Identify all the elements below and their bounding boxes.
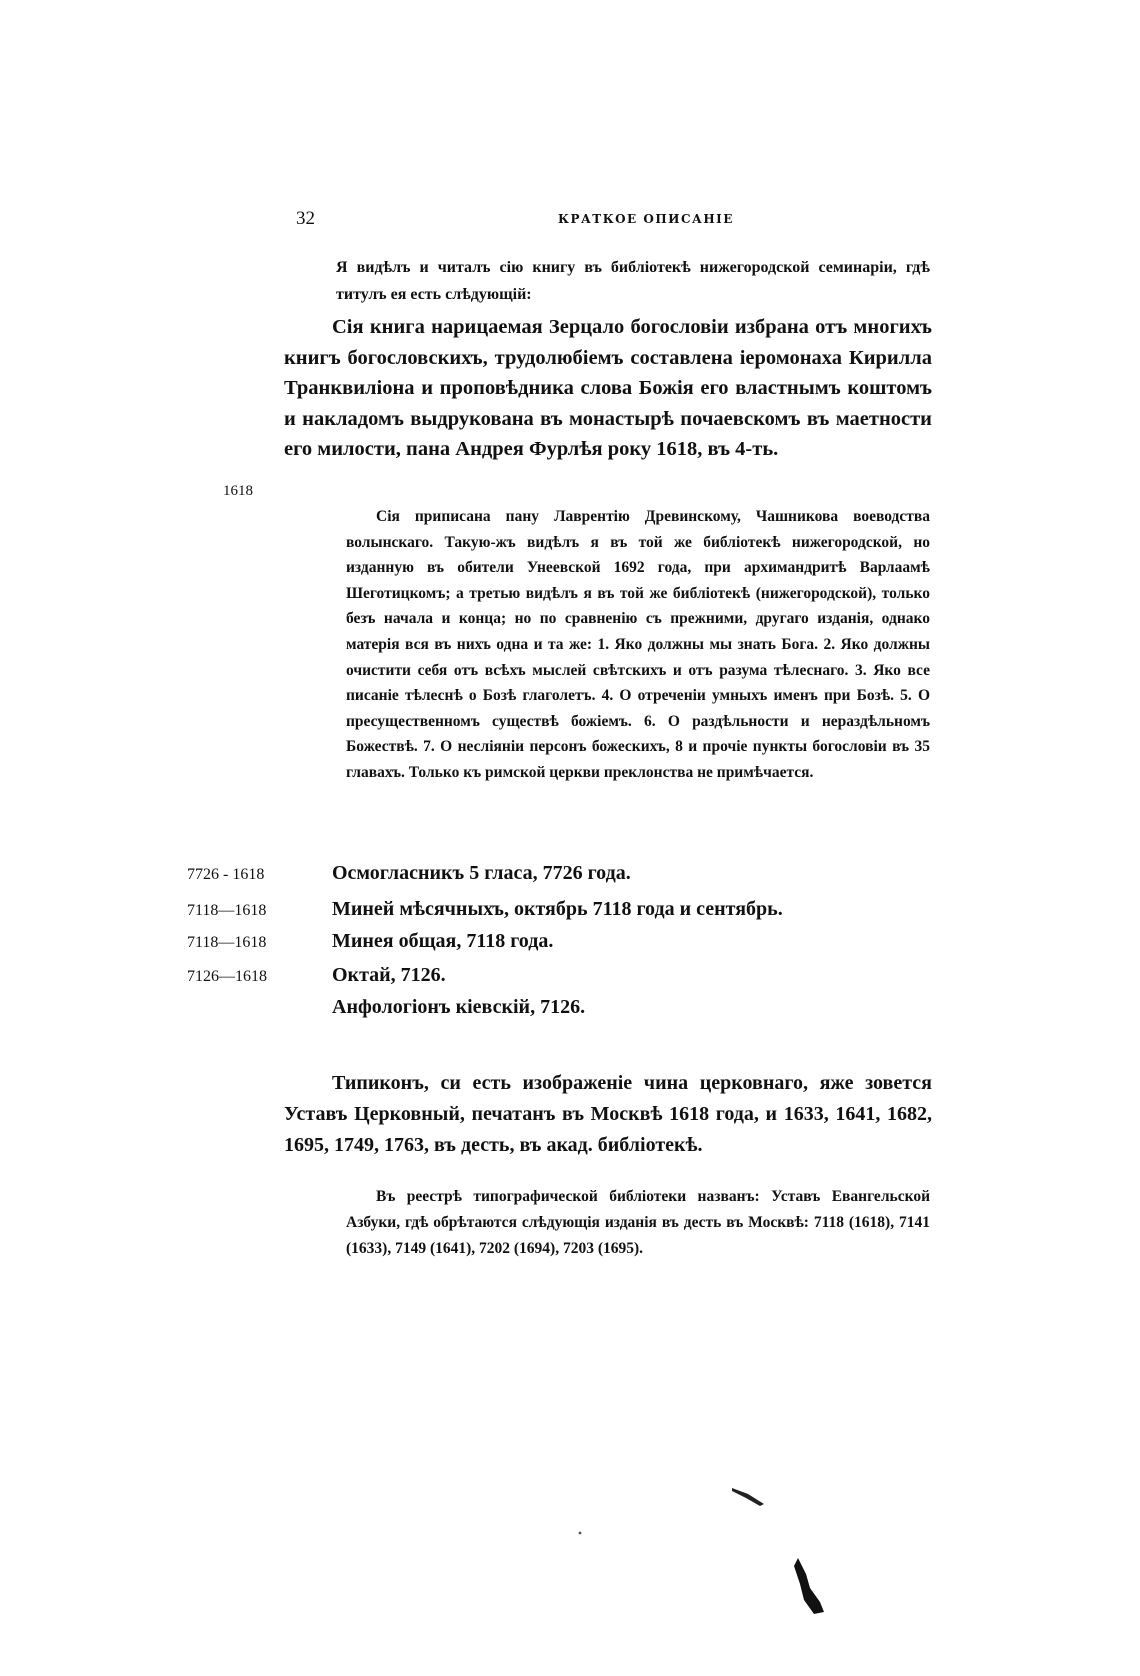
entry-years: 7118—1618: [187, 934, 267, 951]
scan-mark: [576, 1528, 584, 1538]
footnote-paragraph-2: Въ реестрѣ типографической библіотеки названъ: Уставъ Евангельской Азбуки, гдѣ обрѣтаются слѣдующія изданія въ десть въ Москвѣ: 7118 (1618), 7141 (1633), 7149 (1641), 7202 (1694), 7203 (1695).: [346, 1188, 930, 1257]
page-header: [296, 208, 936, 238]
scan-mark: [790, 1556, 830, 1616]
entry-text: Минея общая, 7118 года.: [332, 930, 554, 952]
page-number: 32: [296, 208, 315, 229]
scan-mark: [730, 1480, 770, 1510]
entry-text: Октай, 7126.: [332, 964, 446, 986]
entry-text: Миней мѣсячныхъ, октябрь 7118 года и сентябрь.: [332, 898, 783, 920]
margin-year: 1618: [223, 483, 253, 499]
intro-paragraph: Я видѣлъ и читалъ сію книгу въ библіотекѣ нижегородской семинаріи, гдѣ титулъ ея есть слѣдующій:: [336, 259, 930, 303]
entry-text: Анфологіонъ кіевскій, 7126.: [332, 996, 586, 1018]
entry-text: Осмогласникъ 5 гласа, 7726 года.: [332, 862, 631, 884]
running-title: КРАТКОЕ ОПИСАНІЕ: [558, 212, 734, 226]
entry-years: 7118—1618: [187, 902, 267, 919]
entry-years: 7126—1618: [187, 968, 267, 985]
tipikon-paragraph: Типиконъ, си есть изображеніе чина церковнаго, яже зовется Уставъ Церковный, печатанъ въ Москвѣ 1618 года, и 1633, 1641, 1682, 1695, 1749, 1763, въ десть, въ акад. библіотекѣ.: [284, 1072, 932, 1156]
footnote-paragraph: Сія приписана пану Лаврентію Древинскому, Чашникова воеводства волынскаго. Такую-жъ видѣлъ я въ той же библіотекѣ нижегородской, но изданную въ обители Унеевской 1692 года, при архимандритѣ Варлаамѣ Шеготицкомъ; а третью видѣлъ я въ той же библіотекѣ (нижегородской), только безъ начала и конца; но по сравненію съ прежними, другаго изданія, однако матерія вся въ нихъ одна и та же: 1. Яко должны мы знать Бога. 2. Яко должны очистити себя отъ всѣхъ мыслей свѣтскихъ и отъ разума тѣлеснаго. 3. Яко все писаніе тѣлеснѣ о Бозѣ глаголетъ. 4. О отреченіи умныхъ именъ при Бозѣ. 5. О пресущественномъ существѣ божіемъ. 6. О раздѣльности и нераздѣльномъ Божествѣ. 7. О несліяніи персонъ божескихъ, 8 и прочіе пункты богословіи въ 35 главахъ. Только къ римской церкви преклонства не примѣчается.: [346, 508, 930, 781]
entry-years: 7726 - 1618: [187, 866, 265, 883]
book-title-paragraph: Сія книга нарицаемая Зерцало богословіи избрана отъ многихъ книгъ богословскихъ, трудолюбіемъ составлена іеромонаха Кирилла Транквиліона и проповѣдника слова Божія его властнымъ коштомъ и накладомъ выдрукована въ монастырѣ почаевскомъ въ маетности его милости, пана Андрея Фурлѣя року 1618, въ 4-ть.: [284, 316, 932, 460]
